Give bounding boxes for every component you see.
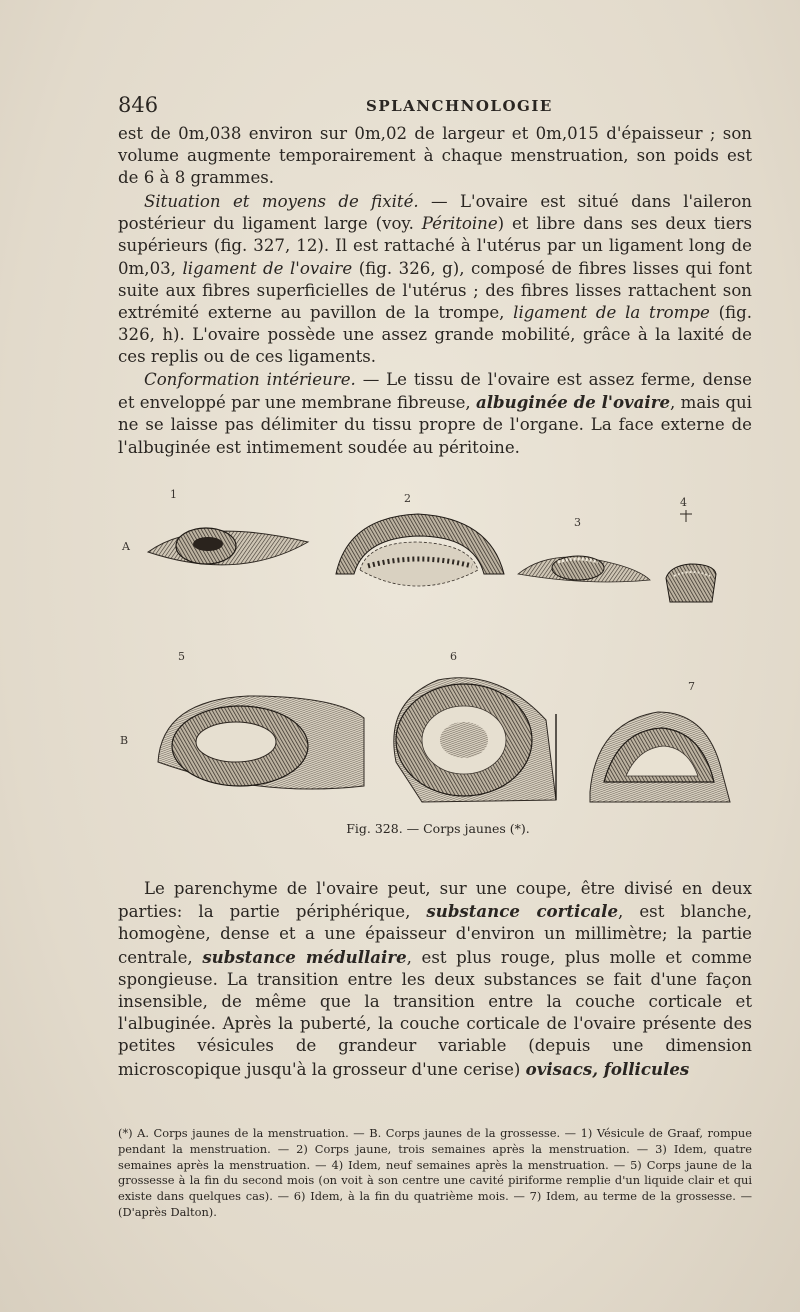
text-run: , est plus rouge, plus molle et comme spongieuse. La transition entre les deux substances se fait d'une façon insensible, de même que la transition entre la couche corticale et l'albuginée. Après la puberté, la couche corticale de l'ovaire présente des petites vésicules de grandeur variable (depuis une dimension microscopique jusqu'à la grosseur d'une cerise) xyxy=(118,947,752,1079)
text-run: , mais qui ne se laisse pas délimiter du tissu propre de l'organe. La face externe de l'albuginée est intimement soudée au péritoine. xyxy=(118,393,752,457)
running-title: SPLANCHNOLOGIE xyxy=(366,97,553,115)
corps-jaune-6 xyxy=(394,678,556,802)
term-ligament-ovaire: ligament de l'ovaire xyxy=(182,258,353,278)
label-3: 3 xyxy=(574,516,581,529)
figure-corps-jaunes xyxy=(118,482,758,842)
section-heading: Situation et moyens de fixité. xyxy=(144,192,419,211)
term-ovisacs: ovisacs, follicules xyxy=(525,1058,690,1079)
text-run: , est blanche, homogène, dense et a une épaisseur d'environ un millimètre; la partie centrale, xyxy=(118,902,752,967)
label-row-a: A xyxy=(122,540,130,553)
corps-jaune-4 xyxy=(666,510,716,602)
paragraph-parenchyme xyxy=(118,878,752,1081)
corps-jaune-2 xyxy=(336,514,504,586)
text-run: — L'ovaire est situé dans l'aileron postérieur du ligament large (voy. xyxy=(118,192,752,234)
corps-jaune-5 xyxy=(158,696,364,789)
text-run: — Le tissu de l'ovaire est assez ferme, dense et enveloppé par une membrane fibreuse, xyxy=(118,370,752,413)
label-5: 5 xyxy=(178,650,185,663)
footnote-text: (*) A. Corps jaunes de la menstruation. — B. Corps jaunes de la grossesse. — 1) Vésicule de Graaf, rompue pendant la menstruation. — 2) Corps jaune, trois semaines après la menstruation. — 3) Idem, quatre semaines après la menstruation. — 4) Idem, neuf semaines après la menstruation. — 5) Corps jaune de la grossesse à la fin du second mois (on voit à son centre une cavité piriforme remplie d'un liquide clair et qui existe dans quelques cas). — 6) Idem, à la fin du quatrième mois. — 7) Idem, au terme de la grossesse. — (D'après Dalton). xyxy=(118,1126,752,1219)
label-row-b: B xyxy=(120,734,129,747)
figure-illustration xyxy=(118,482,758,817)
footnote xyxy=(118,1126,752,1221)
text-run: (fig. 326, g), composé de fibres lisses qui font suite aux fibres superficielles de l'utérus ; des fibres lisses rattachent son extrémité externe au pavillon de la trompe, xyxy=(118,258,753,323)
term-ligament-trompe: ligament de la trompe xyxy=(513,303,710,323)
paragraph-conformation xyxy=(118,369,752,459)
cross-reference: Péritoine xyxy=(421,214,498,234)
corps-jaune-3 xyxy=(518,556,650,582)
paragraph-text: est de 0m,038 environ sur 0m,02 de largeur et 0m,015 d'épaisseur ; son volume augmente temporairement à chaque menstruation, son poids est de 6 à 8 grammes. xyxy=(118,124,752,188)
label-1: 1 xyxy=(170,488,177,501)
label-7: 7 xyxy=(688,680,695,693)
paragraph-situation xyxy=(118,191,752,369)
text-run: (fig. 326, h). L'ovaire possède une assez grande mobilité, grâce à la laxité de ces replis ou de ces ligaments. xyxy=(118,303,753,367)
label-4: 4 xyxy=(680,496,687,509)
running-head xyxy=(118,93,748,117)
label-2: 2 xyxy=(404,492,411,505)
page-number: 846 xyxy=(118,93,159,117)
term-albuginee: albuginée de l'ovaire xyxy=(476,392,671,413)
paragraph-volume xyxy=(118,123,752,190)
section-heading: Conformation intérieure. xyxy=(144,370,356,389)
term-substance-corticale: substance corticale xyxy=(426,901,619,922)
term-substance-medullaire: substance médullaire xyxy=(202,946,407,967)
text-run: ) et libre dans ses deux tiers supérieurs (fig. 327, 12). Il est rattaché à l'utérus par un ligament long de 0m,03, xyxy=(118,214,752,278)
corps-jaune-7 xyxy=(590,712,730,802)
corps-jaune-1 xyxy=(148,528,308,565)
figure-caption: Fig. 328. — Corps jaunes (*). xyxy=(346,821,530,836)
text-run: Le parenchyme de l'ovaire peut, sur une coupe, être divisé en deux parties: la partie périphérique, xyxy=(118,879,752,922)
label-6: 6 xyxy=(450,650,457,663)
